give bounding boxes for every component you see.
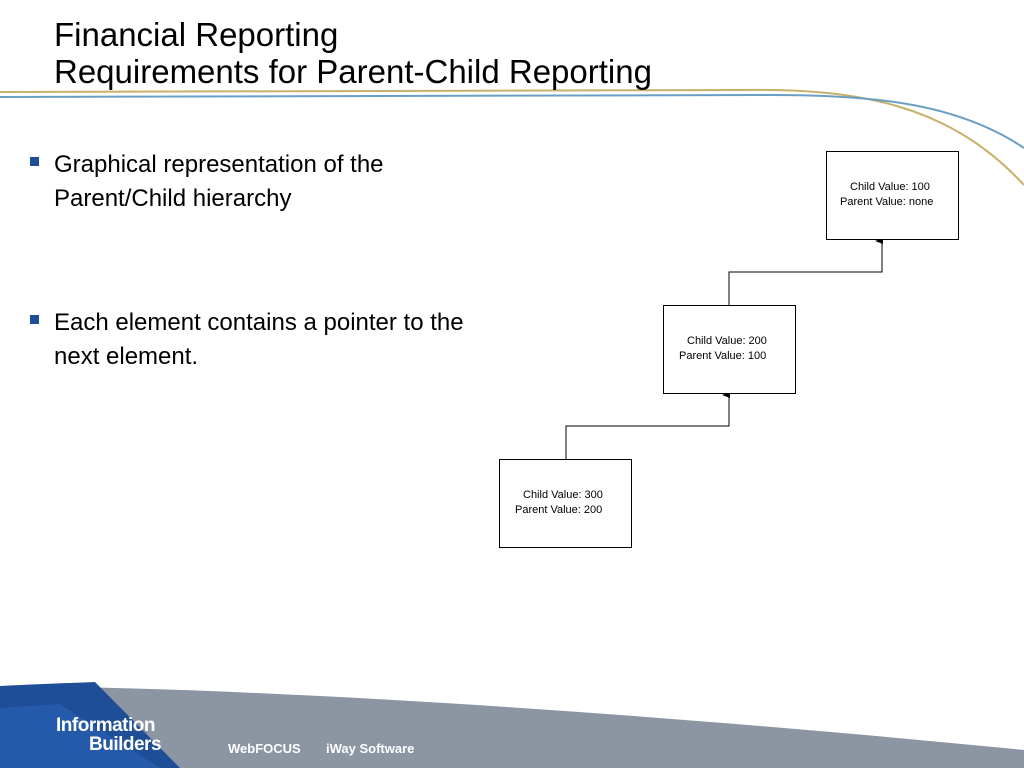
hierarchy-node-child-200: [663, 305, 796, 394]
title-line-2: Requirements for Parent-Child Reporting: [54, 53, 652, 90]
child-value-label: Child Value: 100: [850, 181, 930, 193]
information-builders-logo: [56, 716, 161, 754]
parent-value-label: Parent Value: 200: [515, 504, 603, 516]
parent-value-label: Parent Value: none: [840, 196, 934, 208]
logo-line-1: Information: [56, 715, 155, 736]
pointer-arrow-200-to-100: [729, 241, 882, 305]
hierarchy-node-child-100: [826, 151, 959, 240]
bullet-text: Graphical representation of the Parent/Child hierarchy: [54, 151, 384, 212]
bullet-text: Each element contains a pointer to the next element.: [54, 309, 464, 370]
logo-line-2: Builders: [89, 734, 162, 755]
parent-value-label: Parent Value: 100: [679, 350, 767, 362]
hierarchy-node-child-300: [499, 459, 632, 548]
child-value-label: Child Value: 300: [523, 489, 603, 501]
pointer-arrow-300-to-200: [566, 395, 729, 459]
title-line-1: Financial Reporting: [54, 16, 339, 53]
product-iway-software: iWay Software: [326, 741, 415, 756]
child-value-label: Child Value: 200: [687, 335, 767, 347]
product-webfocus: WebFOCUS: [228, 741, 301, 756]
